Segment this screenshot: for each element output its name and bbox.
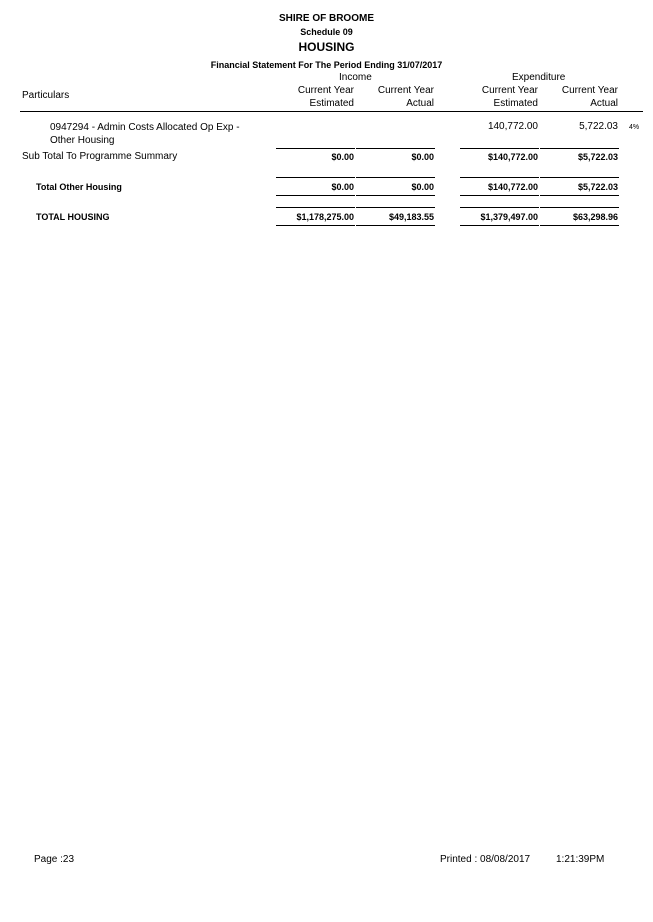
total-other-expenditure-estimated: $140,772.00 (487, 182, 538, 192)
total-other-income-actual: $0.00 (411, 182, 434, 192)
expenditure-estimated-header: Current Year Estimated (481, 85, 538, 109)
printed-time: 1:21:39PM (556, 854, 605, 865)
total-line (540, 177, 619, 178)
subtotal-label: Sub Total To Programme Summary (22, 151, 178, 162)
grand-total-line (460, 207, 539, 208)
total-other-income-estimated: $0.00 (331, 182, 354, 192)
row-expenditure-estimated: 140,772.00 (487, 121, 538, 132)
grand-total-line (276, 225, 355, 226)
row-label: 0947294 - Admin Costs Allocated Op Exp - Other Housing (50, 122, 240, 146)
row-percent: 4% (629, 124, 640, 131)
subtotal-line (540, 148, 619, 149)
total-housing-expenditure-estimated: $1,379,497.00 (480, 212, 538, 222)
income-actual-header: Current Year Actual (377, 85, 434, 109)
subtotal-line (276, 148, 355, 149)
particulars-header: Particulars (22, 90, 70, 101)
total-housing-label: TOTAL HOUSING (36, 212, 110, 222)
grand-total-line (460, 225, 539, 226)
total-housing-expenditure-actual: $63,298.96 (572, 212, 618, 222)
total-other-expenditure-actual: $5,722.03 (577, 182, 618, 192)
header-divider (20, 111, 643, 112)
section-title: HOUSING (298, 40, 355, 54)
expenditure-actual-header: Current Year Actual (561, 85, 618, 109)
income-group-header: Income (339, 72, 372, 83)
subtotal-expenditure-actual: $5,722.03 (577, 152, 618, 162)
row-expenditure-actual: 5,722.03 (579, 121, 618, 132)
printed-date: Printed : 08/08/2017 (440, 854, 531, 865)
total-line (356, 177, 435, 178)
org-name: SHIRE OF BROOME (278, 13, 374, 24)
total-housing-income-estimated: $1,178,275.00 (296, 212, 354, 222)
subtotal-line (356, 148, 435, 149)
grand-total-line (356, 207, 435, 208)
total-line (460, 195, 539, 196)
subtotal-expenditure-estimated: $140,772.00 (487, 152, 538, 162)
grand-total-line (540, 207, 619, 208)
statement-title: Financial Statement For The Period Ending 31/07/2017 (210, 60, 443, 70)
subtotal-line (460, 148, 539, 149)
grand-total-line (276, 207, 355, 208)
total-housing-income-actual: $49,183.55 (388, 212, 434, 222)
total-line (276, 195, 355, 196)
grand-total-line (356, 225, 435, 226)
income-estimated-header: Current Year Estimated (297, 85, 354, 109)
page-number: Page :23 (34, 854, 75, 865)
expenditure-group-header: Expenditure (512, 72, 566, 83)
total-line (460, 177, 539, 178)
grand-total-line (540, 225, 619, 226)
schedule-label: Schedule 09 (300, 27, 353, 37)
total-line (356, 195, 435, 196)
total-line (540, 195, 619, 196)
total-line (276, 177, 355, 178)
subtotal-income-actual: $0.00 (411, 152, 434, 162)
total-other-label: Total Other Housing (36, 182, 122, 192)
subtotal-income-estimated: $0.00 (331, 152, 354, 162)
